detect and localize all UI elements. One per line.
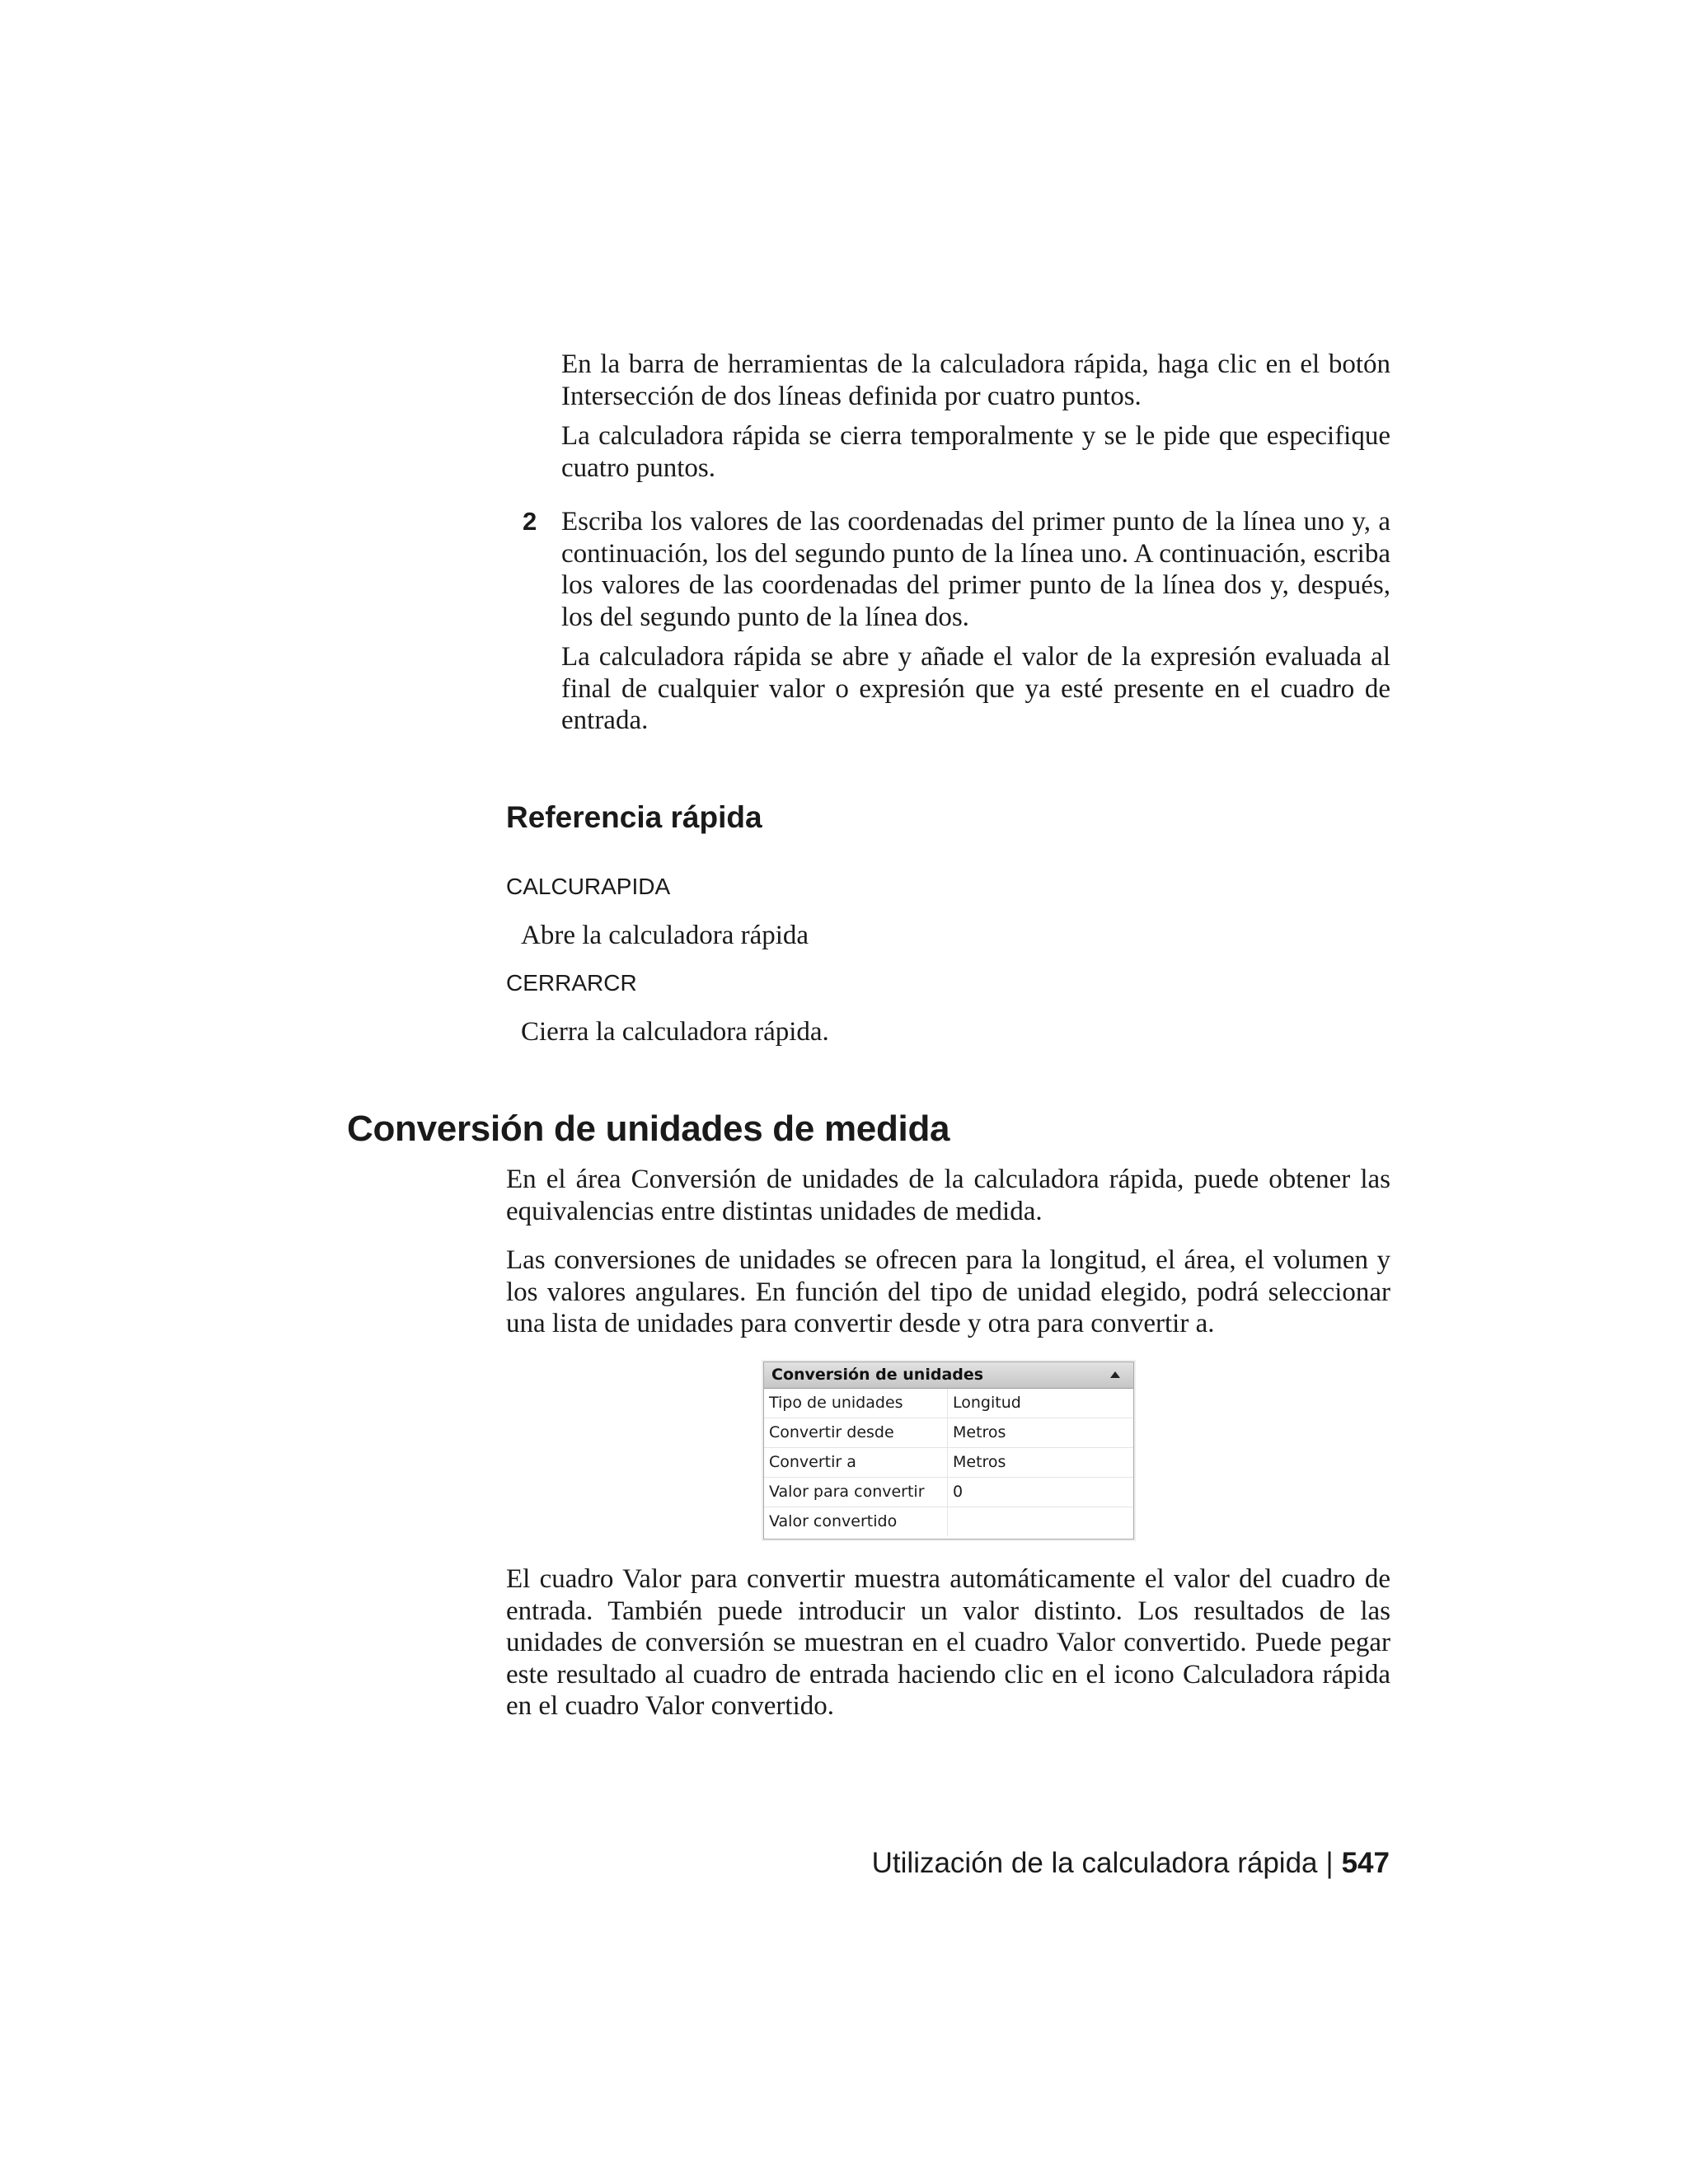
panel-rows	[764, 1389, 1133, 1536]
chapter-title: Utilización de la calculadora rápida	[871, 1847, 1318, 1879]
body-paragraph: En el área Conversión de unidades de la calculadora rápida, puede obtener las equivalencias entre distintas unidades de medida.	[506, 1165, 1390, 1226]
row-value: 0	[953, 1483, 964, 1501]
step-paragraph: En la barra de herramientas de la calculadora rápida, haga clic en el botón Intersección de dos líneas definida por cuatro puntos.	[561, 349, 1390, 411]
page-number: 547	[1341, 1847, 1390, 1879]
command-description: Cierra la calculadora rápida.	[521, 1017, 829, 1047]
footer-separator: |	[1325, 1847, 1334, 1879]
panel-row-converted-value	[764, 1507, 1133, 1536]
value-to-convert-input[interactable]	[948, 1478, 1133, 1507]
body-paragraph: Las conversiones de unidades se ofrecen para la longitud, el área, el volumen y los valores angulares. En función del tipo de unidad elegido, podrá seleccionar una lista de unidades para convertir desde y otra para convertir a.	[506, 1245, 1390, 1338]
convert-from-select[interactable]	[948, 1418, 1133, 1447]
step-paragraph: Escriba los valores de las coordenadas del primer punto de la línea uno y, a continuación, los del segundo punto de la línea uno. A continuación, escriba los valores de las coordenadas del primer punto de la línea dos y, después, los del segundo punto de la línea dos.	[561, 507, 1390, 632]
panel-row-convert-to	[764, 1448, 1133, 1478]
command-description: Abre la calculadora rápida	[521, 921, 809, 950]
unit-conversion-panel	[763, 1361, 1134, 1540]
step-result-paragraph: La calculadora rápida se abre y añade el valor de la expresión evaluada al final de cualquier valor o expresión que ya esté presente en el cuadro de entrada.	[561, 642, 1390, 735]
row-label: Convertir a	[769, 1453, 856, 1471]
section-heading: Conversión de unidades de medida	[347, 1108, 950, 1149]
step-result-paragraph: La calculadora rápida se cierra temporalmente y se le pide que especifique cuatro puntos.	[561, 421, 1390, 483]
panel-title: Conversión de unidades	[771, 1366, 984, 1384]
row-label: Valor para convertir	[769, 1483, 925, 1501]
row-label: Convertir desde	[769, 1423, 894, 1441]
row-label: Valor convertido	[769, 1512, 898, 1530]
row-value: Metros	[953, 1423, 1006, 1441]
command-name: CALCURAPIDA	[506, 874, 671, 899]
triangle-up-icon[interactable]	[1109, 1370, 1122, 1380]
row-label: Tipo de unidades	[769, 1394, 903, 1412]
body-paragraph: El cuadro Valor para convertir muestra automáticamente el valor del cuadro de entrada. También puede introducir un valor distinto. Los resultados de las unidades de conversión se muestran en el cuadro Valor convertido. Puede pegar este resultado al cuadro de entrada haciendo clic en el icono Calculadora rápida en el cuadro Valor convertido.	[506, 1564, 1390, 1721]
panel-header[interactable]	[764, 1362, 1133, 1389]
row-value: Longitud	[953, 1394, 1021, 1412]
quick-reference-heading: Referencia rápida	[506, 800, 762, 834]
converted-value-field[interactable]	[948, 1507, 1133, 1536]
row-value: Metros	[953, 1453, 1006, 1471]
page-footer	[872, 1846, 1390, 1881]
panel-row-convert-from	[764, 1418, 1133, 1448]
convert-to-select[interactable]	[948, 1448, 1133, 1477]
step-number: 2	[523, 507, 537, 536]
command-name: CERRARCR	[506, 970, 637, 996]
unit-type-select[interactable]	[948, 1389, 1133, 1418]
panel-row-value-to-convert	[764, 1478, 1133, 1507]
panel-row-unit-type	[764, 1389, 1133, 1418]
